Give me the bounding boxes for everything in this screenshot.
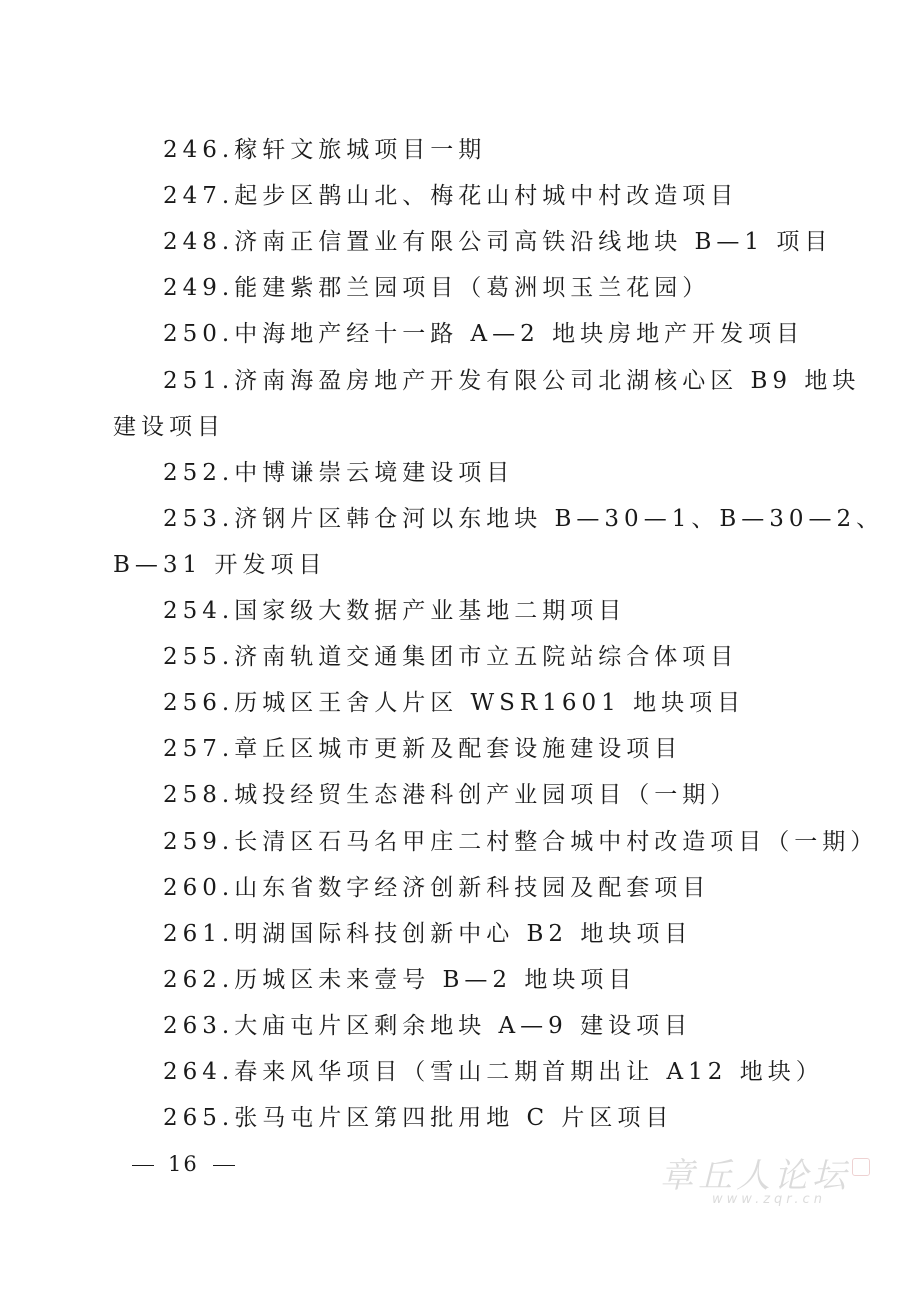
- list-item: 260.山东省数字经济创新科技园及配套项目: [163, 874, 711, 901]
- watermark-text: 章丘人论坛: [660, 1156, 850, 1196]
- list-item: 261.明湖国际科技创新中心 B2 地块项目: [163, 920, 693, 947]
- list-item: 259.长清区石马名甲庄二村整合城中村改造项目（一期）: [163, 828, 879, 855]
- list-item: 253.济钢片区韩仓河以东地块 B—30—1、B—30—2、: [163, 505, 885, 532]
- list-item: 265.张马屯片区第四批用地 C 片区项目: [163, 1105, 674, 1132]
- watermark-url: www.zqr.cn: [712, 1192, 826, 1207]
- list-item: 262.历城区未来壹号 B—2 地块项目: [163, 966, 637, 993]
- list-item: 252.中博谦崇云境建设项目: [163, 459, 515, 486]
- list-item: 257.章丘区城市更新及配套设施建设项目: [163, 736, 683, 763]
- list-item: 256.历城区王舍人片区 WSR1601 地块项目: [163, 690, 746, 717]
- list-item: 254.国家级大数据产业基地二期项目: [163, 598, 627, 624]
- page-footer: [118, 1152, 249, 1176]
- list-item-continuation: 建设项目: [113, 413, 225, 440]
- footer-dash-left: [132, 1165, 154, 1166]
- list-item: 246.稼轩文旅城项目一期: [163, 137, 487, 163]
- list-item: 249.能建紫郡兰园项目（葛洲坝玉兰花园）: [163, 275, 711, 302]
- list-item: 264.春来风华项目（雪山二期首期出让 A12 地块）: [163, 1059, 824, 1085]
- list-item: 255.济南轨道交通集团市立五院站综合体项目: [163, 644, 739, 671]
- list-item-continuation: B—31 开发项目: [113, 551, 327, 578]
- list-item: 263.大庙屯片区剩余地块 A—9 建设项目: [163, 1012, 693, 1039]
- list-item: 247.起步区鹊山北、梅花山村城中村改造项目: [163, 183, 739, 210]
- page-number: 16: [168, 1152, 199, 1176]
- list-item: 258.城投经贸生态港科创产业园项目（一期）: [163, 782, 739, 809]
- watermark-logo: [660, 1148, 880, 1218]
- footer-dash-right: [213, 1165, 235, 1166]
- list-item: 250.中海地产经十一路 A—2 地块房地产开发项目: [163, 321, 805, 348]
- watermark-seal-icon: [852, 1158, 870, 1176]
- list-item: 248.济南正信置业有限公司高铁沿线地块 B—1 项目: [163, 229, 833, 256]
- list-item: 251.济南海盈房地产开发有限公司北湖核心区 B9 地块: [163, 367, 861, 394]
